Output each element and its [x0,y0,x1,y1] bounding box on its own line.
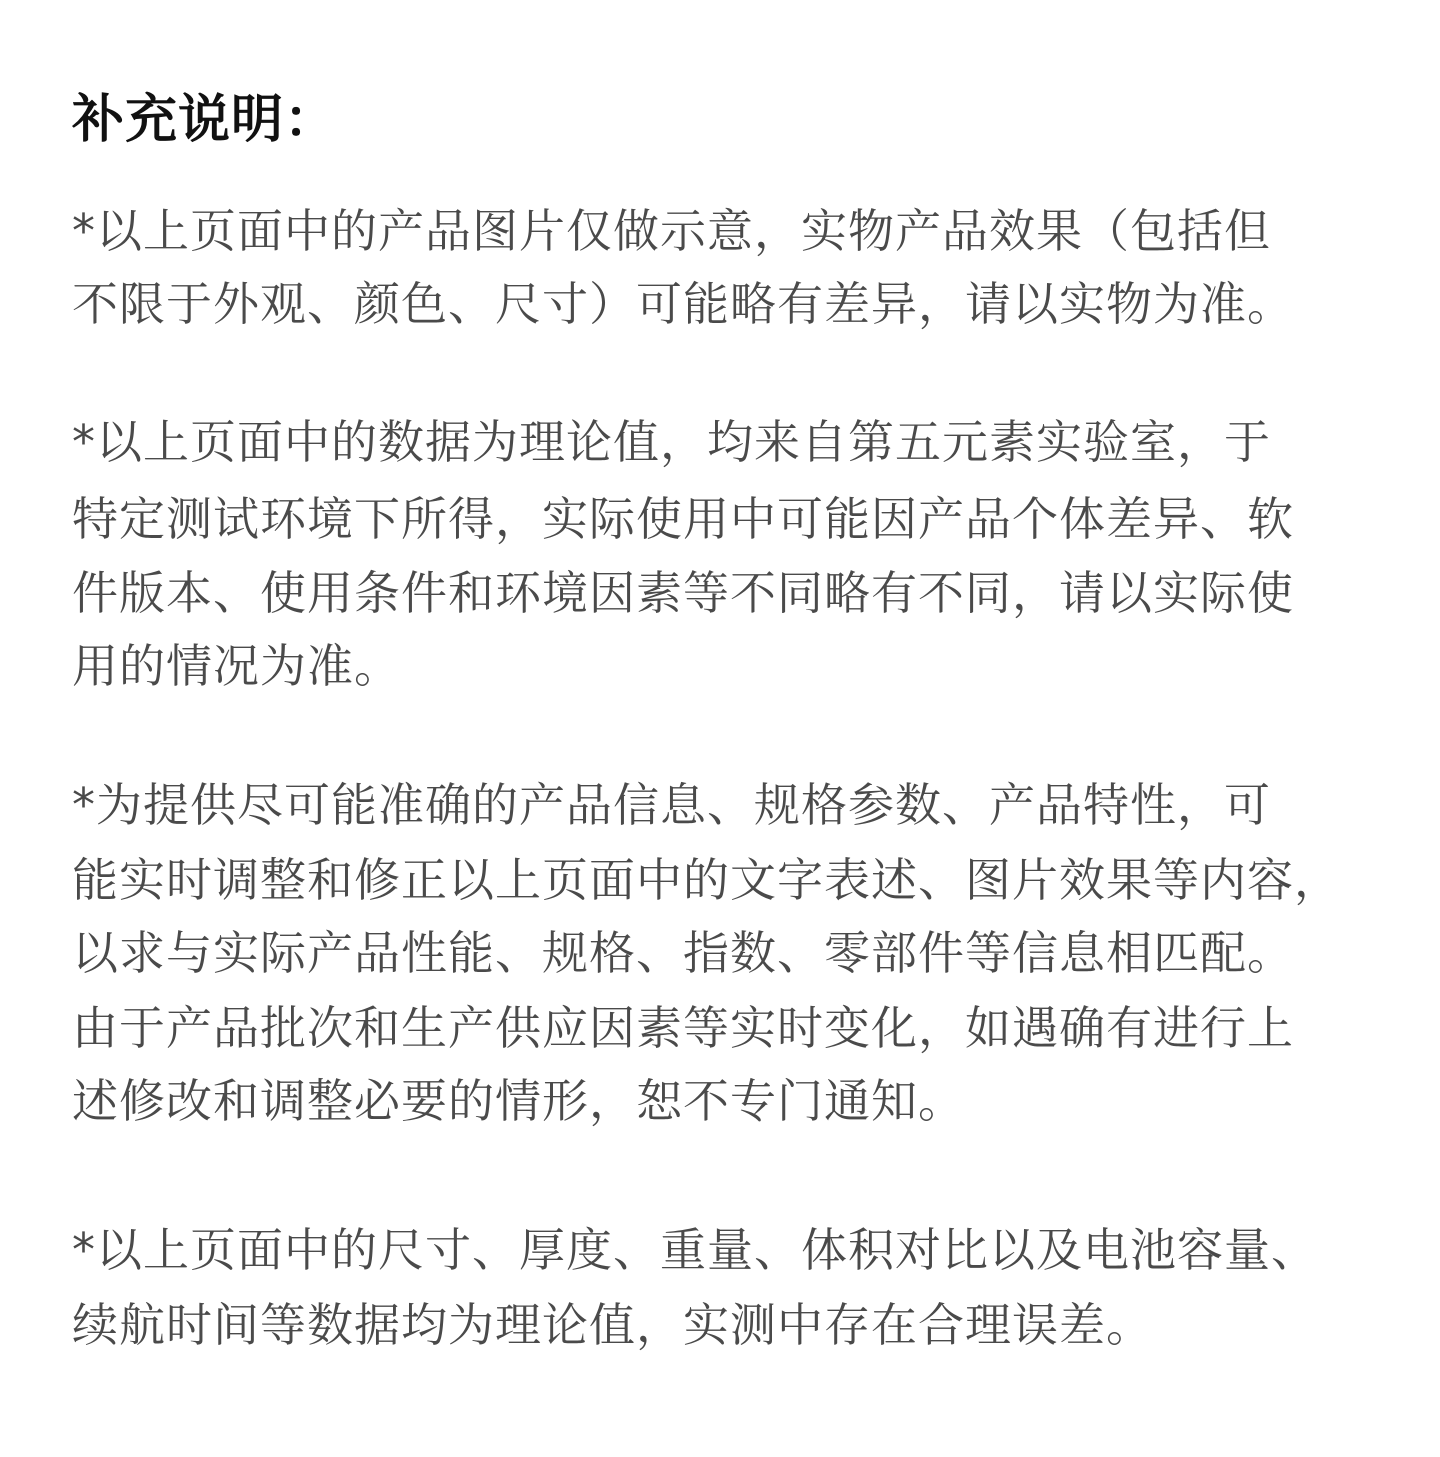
paragraph-line: 述修改和调整必要的情形，恕不专门通知。 [72,1074,965,1128]
paragraph-line: *以上页面中的产品图片仅做示意，实物产品效果（包括但 [72,204,1271,258]
paragraph-line: 件版本、使用条件和环境因素等不同略有不同，请以实际使 [72,566,1294,620]
paragraph-line: *以上页面中的数据为理论值，均来自第五元素实验室，于 [72,415,1271,469]
paragraph-line: 能实时调整和修正以上页面中的文字表述、图片效果等内容， [72,853,1341,907]
paragraph-line: *以上页面中的尺寸、厚度、重量、体积对比以及电池容量、 [72,1223,1318,1277]
paragraph-line: *为提供尽可能准确的产品信息、规格参数、产品特性，可 [72,778,1271,832]
paragraph-line: 由于产品批次和生产供应因素等实时变化，如遇确有进行上 [72,1001,1294,1055]
paragraph-line: 以求与实际产品性能、规格、指数、零部件等信息相匹配。 [72,926,1294,980]
paragraph-line: 用的情况为准。 [72,639,401,693]
paragraph-line: 不限于外观、颜色、尺寸）可能略有差异，请以实物为准。 [72,277,1294,331]
page-title: 补充说明： [72,90,338,150]
paragraph-line: 续航时间等数据均为理论值，实测中存在合理误差。 [72,1298,1153,1352]
paragraph-line: 特定测试环境下所得，实际使用中可能因产品个体差异、软 [72,492,1294,546]
